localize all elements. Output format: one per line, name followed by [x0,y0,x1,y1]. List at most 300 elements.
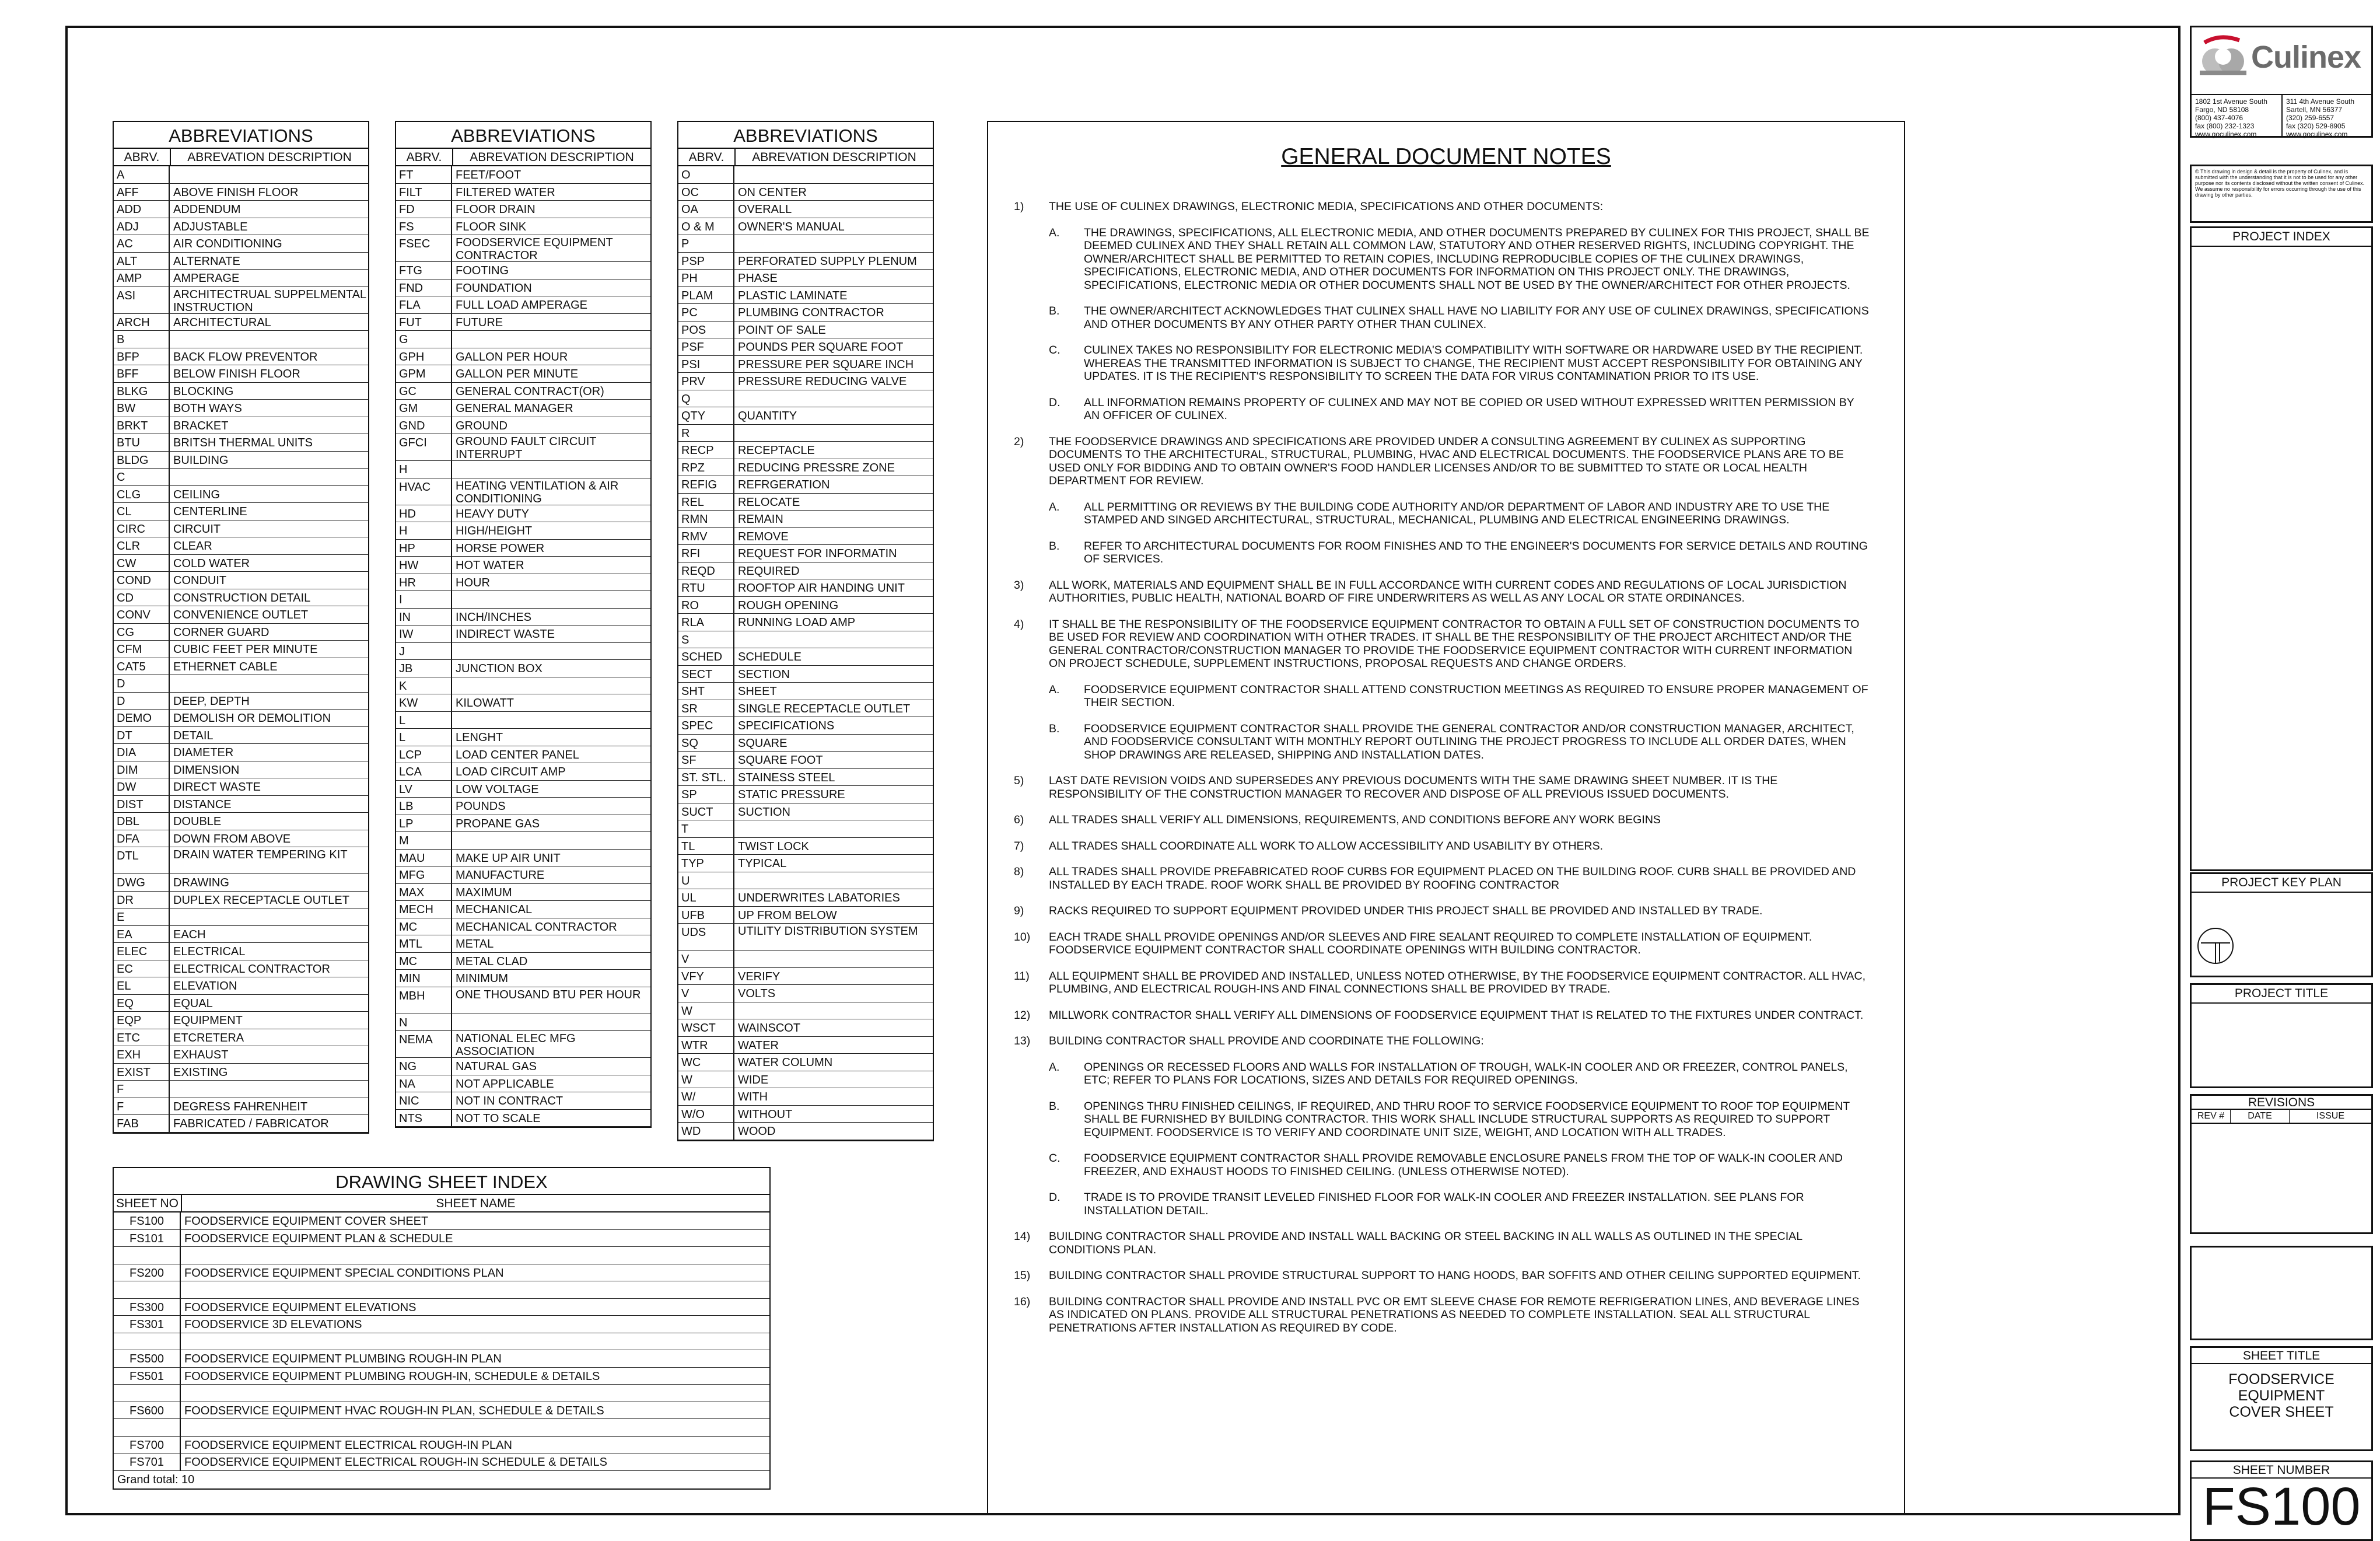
abbreviation-code: PSF [678,338,734,355]
abbreviation-code: F [114,1081,170,1098]
abbreviation-description [734,631,933,648]
disclaimer-box [2190,165,2373,223]
note-number: 2) [1014,435,1024,448]
abbreviation-description: BLOCKING [173,385,234,398]
abbreviation-description [170,908,368,925]
abbreviation-code: GND [396,417,452,434]
abbreviation-code: FUT [396,314,452,331]
abbreviation-description: PRESSURE REDUCING VALVE [738,375,907,388]
abbreviation-code: W/ [678,1088,734,1105]
abbreviation-row [396,798,650,815]
abbreviation-code: J [396,643,452,660]
abbreviation-code: BFP [114,348,170,365]
abbreviation-row [396,400,650,417]
abbreviation-code: CLR [114,537,170,554]
sheet-title-label: SHEET TITLE [2192,1348,2371,1364]
sheet-name-cell: FOODSERVICE 3D ELEVATIONS [184,1318,362,1331]
logo-box [2190,26,2373,138]
abbreviation-code: SECT [678,666,734,683]
abbreviation-description [452,591,650,608]
abbreviation-code: UFB [678,907,734,924]
sheet-name-cell: FOODSERVICE EQUIPMENT PLAN & SCHEDULE [184,1232,453,1245]
abbreviation-description: FUTURE [456,316,503,329]
abbreviation-row [114,1098,368,1116]
abbreviation-row [678,545,933,562]
abbreviation-description: ELECTRICAL [173,945,246,958]
abbreviation-description [452,677,650,694]
abbreviation-description: ONE THOUSAND BTU PER HOUR [456,988,641,1001]
abbreviation-row [678,683,933,700]
abbreviation-description: MINIMUM [456,972,508,985]
note-subitem-text: OPENINGS OR RECESSED FLOORS AND WALLS FOR INSTALLATION OF TROUGH, WALK-IN COOLER AND OR FREEZER, CONTROL PANELS, ETC; REFER TO PLANS FOR LOCATIONS, SIZES AND DETAILS FOR REQUIRED OPENINGS. [1084,1060,1848,1086]
abbreviation-description: INDIRECT WASTE [456,628,555,641]
note-text: IT SHALL BE THE RESPONSIBILITY OF THE FOODSERVICE EQUIPMENT CONTRACTOR TO OBTAIN A FULL SET OF CONSTRUCTION DOCUMENTS TO BE USED FOR REVIEW AND COORDINATION WITH OTHER TRADES. IT SHALL BE THE RESPONSIBILITY OF THE PROJECT ARCHITECT AND/OR THE GENERAL CONTRACTOR/CONSTRUCTION MANAGER TO PROVIDE THE FOODSERVICE EQUIPMENT CONTRACTOR WITH CURRENT INFORMATION ON PROJECT SCHEDULE, SUPPLEMENT INSTRUCTIONS, PROPOSAL REQUESTS AND CHANGE ORDERS. [1049,617,1860,670]
abbreviation-row [396,866,650,884]
sheet-number-cell [114,1419,181,1436]
abbreviation-row [678,494,933,511]
abbreviation-description: WIDE [738,1073,769,1086]
note-subitem-text: FOODSERVICE EQUIPMENT CONTRACTOR SHALL PROVIDE THE GENERAL CONTRACTOR AND/OR CONSTRUCTION MANAGER, ARCHITECT, AND FOODSERVICE CONSULTANT WITH MONTHLY REPORT OUTLINING THE PROJECT PROGRESS TO INCLUDE ALL ORDER DATES, WHEN SHOP DRAWINGS ARE RELEASED, SHIPPING AND INSTALLATION DATES. [1084,722,1854,761]
abbreviation-description: SCHEDULE [738,651,802,663]
abbreviation-code: COND [114,572,170,589]
note-item [1014,970,1871,996]
sheet-number-cell: FS300 [114,1299,181,1316]
abbreviation-row [396,348,650,366]
abbreviation-row [114,710,368,727]
abbreviation-description: BUILDING [173,453,229,467]
abbreviation-row [396,1058,650,1075]
sheet-name-cell [181,1281,769,1298]
abbreviation-row [114,830,368,848]
abbreviation-description: DUPLEX RECEPTACLE OUTLET [173,893,349,907]
abbreviation-description: ELECTRICAL CONTRACTOR [173,962,330,976]
sheet-index-row [114,1453,769,1471]
abbreviation-code: M [396,832,452,849]
abbreviation-row [396,609,650,626]
abbreviation-description: SHEET [738,685,777,698]
abbreviation-row [114,658,368,676]
abbreviation-description: VERIFY [738,970,780,983]
note-text: EACH TRADE SHALL PROVIDE OPENINGS AND/OR SLEEVES AND FIRE SEALANT REQUIRED TO COMPLETE INSTALLATION OF EQUIPMENT. FOODSERVICE EQUIPMENT CONTRACTOR SHALL COORDINATE OPENINGS WITH BUILDING CONTRACTOR. [1049,930,1812,956]
abbreviation-code: LCA [396,763,452,780]
abbreviation-description: METAL [456,938,494,951]
abbreviation-description: CEILING [173,488,220,501]
abbreviation-row [396,505,650,523]
notes-body [1014,200,1871,1347]
abbreviation-code: SHT [678,683,734,700]
abbreviation-row [678,752,933,769]
abbreviation-description: DOUBLE [173,815,222,828]
abbreviation-section-row [114,1081,368,1098]
abbreviation-row [396,1092,650,1110]
abbreviations-table-3 [677,121,934,1141]
abbreviation-row [678,968,933,986]
note-subitem-letter: C. [1049,344,1060,357]
sheet-number: FS100 [2202,1477,2361,1536]
note-subitem-letter: A. [1049,226,1060,239]
abbreviation-description [734,1002,933,1019]
abbreviation-rows [114,166,368,1133]
abbreviation-code: ASI [114,287,170,313]
abbreviation-description: NOT TO SCALE [456,1112,541,1125]
abbreviation-row [396,901,650,918]
abbreviation-description: GENERAL CONTRACT(OR) [456,385,604,398]
abbreviation-code: MC [396,918,452,935]
abbreviation-code: ELEC [114,943,170,960]
note-item [1014,618,1871,670]
abbreviation-row [114,365,368,383]
abbreviation-code: WC [678,1054,734,1071]
abbreviation-description: REMAIN [738,513,783,526]
abbreviation-code: H [396,522,452,539]
abbreviation-description: UP FROM BELOW [738,908,837,922]
abbreviation-code: UDS [678,924,734,950]
abbreviation-row [396,884,650,901]
abbreviation-code: MAX [396,884,452,901]
abbreviation-description: MECHANICAL CONTRACTOR [456,920,617,934]
abbreviation-code: DFA [114,830,170,847]
sheet-number-cell [114,1281,181,1298]
abbreviation-row [114,235,368,253]
abbreviation-description [734,872,933,889]
abbreviation-description: HORSE POWER [456,541,545,555]
abbreviation-description: QUANTITY [738,410,797,422]
abbreviation-description: REMOVE [738,530,789,543]
note-text: BUILDING CONTRACTOR SHALL PROVIDE STRUCTURAL SUPPORT TO HANG HOODS, BAR SOFFITS AND OTHER CEILING SUPPORTED EQUIPMENT. [1049,1269,1861,1282]
note-number: 7) [1014,839,1024,852]
abbreviation-description [452,832,650,849]
sheet-index-total: Grand total: 10 [117,1473,195,1486]
abbreviation-code: D [114,693,170,710]
abbreviation-description: GROUND [456,419,508,432]
abbreviation-code: ADJ [114,218,170,235]
note-subitem-letter: A. [1049,683,1060,696]
note-text: ALL TRADES SHALL VERIFY ALL DIMENSIONS, REQUIREMENTS, AND CONDITIONS BEFORE ANY WORK BEGINS [1049,813,1661,826]
abbreviation-description: DRAIN WATER TEMPERING KIT [173,848,348,861]
abbreviation-code: B [114,331,170,348]
abbreviation-description: CENTERLINE [173,505,247,518]
abbreviation-code: MIN [396,970,452,987]
note-text: LAST DATE REVISION VOIDS AND SUPERSEDES ANY PREVIOUS DOCUMENTS WITH THE SAME DRAWING SHEET NUMBER. IT IS THE RESPONSIBILITY OF THE CONSTRUCTION MANAGER TO RECOVER AND DISPOSE OF ALL PREVIOUS ISSUED DOCUMENTS. [1049,774,1778,801]
sheet-no-column-header: SHEET NO [114,1195,182,1211]
abbreviation-row [678,855,933,872]
abbreviation-code: UL [678,889,734,906]
abbreviation-row [114,400,368,417]
abbreviation-code: NG [396,1058,452,1075]
sheet-number-cell [114,1333,181,1350]
sheet-number-cell: FS501 [114,1368,181,1385]
abbreviation-row [114,606,368,624]
note-subitem-text: CULINEX TAKES NO RESPONSIBILITY FOR ELECTRONIC MEDIA'S COMPATIBILITY WITH SOFTWARE OR HARDWARE USED BY THE RECIPIENT. WHEREAS THE TRANSMITTED INFORMATION IS SUBJECT TO CHANGE, THE RECIPIENT MUST ACCEPT RESPONSIBILITY FOR OBTAINING ANY UPDATES. IT IS THE RECIPIENT'S RESPONSIBILITY TO SCREEN THE DATA FOR VIRUS CONTAMINATION PRIOR TO ITS USE. [1084,344,1863,383]
abbreviation-code: WSCT [678,1019,734,1036]
abbreviation-description [170,469,368,485]
note-number: 10) [1014,930,1031,944]
note-number: 1) [1014,200,1024,213]
note-subitem [1014,226,1871,292]
abbreviation-description: FULL LOAD AMPERAGE [456,299,587,312]
abbreviation-description: CORNER GUARD [173,626,270,639]
sheet-index-header [114,1195,769,1212]
abbreviation-code: BFF [114,365,170,382]
abbreviation-row [396,729,650,746]
abbreviation-code: L [396,729,452,746]
abbreviation-code: CL [114,503,170,520]
abbreviations-title: ABBREVIATIONS [114,122,368,149]
abbreviation-row [114,926,368,944]
sheet-index-row [114,1281,769,1299]
abbreviation-row [396,383,650,400]
abbreviation-code: VFY [678,968,734,985]
abbreviation-code: FND [396,279,452,296]
abbreviation-code: CIRC [114,520,170,537]
abbreviation-code: R [678,425,734,442]
abbreviation-code: SQ [678,735,734,752]
abbreviation-description: EQUAL [173,997,213,1010]
abbreviation-row [396,262,650,279]
abbreviation-row [114,960,368,978]
abbreviation-description: ELEVATION [173,980,237,993]
abbreviation-code: WTR [678,1037,734,1054]
abbreviation-code: NIC [396,1092,452,1109]
abbreviation-code: AFF [114,184,170,201]
logo-text: Culinex [2251,40,2361,75]
note-number: 13) [1014,1035,1031,1047]
note-subitem [1014,1100,1871,1140]
abbreviation-section-row [678,631,933,649]
abbreviation-code: N [396,1014,452,1031]
abbreviation-description [734,951,933,967]
abbreviation-code: EC [114,960,170,977]
abbreviation-description: ADDENDUM [173,203,241,216]
abbreviation-code: P [678,235,734,252]
abbreviation-row [396,365,650,383]
abbreviation-code: DT [114,727,170,744]
note-item [1014,840,1871,853]
sheet-number-cell: FS500 [114,1350,181,1367]
abbreviation-description: RECEPTACLE [738,444,815,457]
abbreviation-code: GFCI [396,434,452,460]
note-subitem-text: REFER TO ARCHITECTURAL DOCUMENTS FOR ROOM FINISHES AND TO THE ENGINEER'S DOCUMENTS FOR SERVICE DETAILS AND ROUTING OF SERVICES. [1084,539,1868,565]
abbreviation-row [114,977,368,995]
note-number: 15) [1014,1269,1031,1282]
note-number: 11) [1014,969,1030,983]
abbr-column-header: ABRV. [114,149,171,165]
abbreviation-row [396,540,650,557]
abbreviation-code: RLA [678,614,734,631]
abbreviation-row [114,892,368,909]
rev-issue-column: ISSUE [2316,1111,2344,1121]
abbreviation-code: FS [396,218,452,235]
abbreviation-row [678,648,933,666]
sheet-name-cell: FOODSERVICE EQUIPMENT PLUMBING ROUGH-IN, SCHEDULE & DETAILS [184,1369,600,1383]
abbreviation-code: PC [678,304,734,321]
abbreviation-description: PHASE [738,272,778,285]
abbreviation-code: GC [396,383,452,400]
abbreviation-description: SQUARE FOOT [738,754,823,767]
abbreviation-row [678,338,933,356]
abbreviation-row [396,201,650,218]
abbreviation-row [114,874,368,892]
abbreviation-row [114,218,368,236]
abbreviation-row [114,761,368,779]
abbreviation-code: SCHED [678,648,734,665]
abbreviation-row [396,918,650,936]
abbreviation-row [114,314,368,331]
abbreviation-code: ETC [114,1029,170,1046]
abbreviation-row [678,717,933,735]
abbreviation-code: SPEC [678,717,734,734]
abbreviation-description: ADJUSTABLE [173,220,248,233]
abbreviation-description: DEMOLISH OR DEMOLITION [173,712,331,725]
note-subitem-text: THE OWNER/ARCHITECT ACKNOWLEDGES THAT CULINEX SHALL HAVE NO LIABILITY FOR ANY USE OF CULINEX DRAWINGS, SPECIFICATIONS AND OTHER DOCUMENTS BY ANY OTHER PARTY OTHER THAN CULINEX. [1084,305,1869,331]
abbreviation-row [114,778,368,796]
abbreviation-section-row [678,425,933,442]
abbreviation-code: REL [678,494,734,511]
abbreviations-table-2 [395,121,652,1128]
abbreviation-section-row [114,675,368,693]
abbreviation-code: S [678,631,734,648]
abbreviation-description: UNDERWRITES LABATORIES [738,892,900,904]
sheet-number-label: SHEET NUMBER [2192,1462,2371,1479]
abbreviation-row [678,476,933,494]
abbreviation-row [678,407,933,425]
note-number: 4) [1014,617,1024,631]
abbreviation-code: CAT5 [114,658,170,675]
note-item [1014,1269,1871,1283]
sheet-name-cell [181,1385,769,1402]
abbreviation-description: PLUMBING CONTRACTOR [738,306,884,319]
abbreviation-row [678,614,933,631]
abbreviation-row [396,1031,650,1058]
abbreviation-section-row [114,331,368,348]
abbreviation-description: WITH [738,1091,768,1103]
abbreviation-description: DIRECT WASTE [173,781,261,794]
abbreviation-code: LCP [396,746,452,763]
abbreviation-code: AMP [114,270,170,286]
abbreviation-code: L [396,712,452,729]
note-number: 3) [1014,578,1024,592]
abbreviation-description: FOODSERVICE EQUIPMENT CONTRACTOR [456,236,613,262]
abbreviation-description: HOT WATER [456,559,524,572]
note-number: 14) [1014,1230,1031,1243]
note-subitem-letter: B. [1049,305,1060,317]
abbreviation-description: HIGH/HEIGHT [456,525,533,537]
abbreviation-code: CONV [114,606,170,623]
abbreviation-description: PRESSURE PER SQUARE INCH [738,358,914,371]
abbreviation-code: DIM [114,761,170,778]
abbreviation-description: GALLON PER MINUTE [456,368,579,380]
note-item [1014,1035,1871,1048]
abbreviation-section-row [396,461,650,478]
abbreviation-description: GROUND FAULT CIRCUIT INTERRUPT [456,435,597,461]
abbreviation-code: NA [396,1075,452,1092]
abbreviation-description: COLD WATER [173,557,250,570]
abbreviation-row [114,624,368,641]
abbreviation-row [396,557,650,574]
note-item [1014,579,1871,605]
abbreviation-code: H [396,461,452,478]
revisions-label: REVISIONS [2192,1096,2371,1110]
abbreviation-row [114,348,368,366]
abbreviation-description: METAL CLAD [456,955,528,968]
abbreviation-code: LP [396,815,452,832]
abbreviation-row [678,511,933,528]
note-subitem [1014,722,1871,762]
abbreviation-row [396,660,650,677]
abbreviation-code: EQP [114,1012,170,1029]
abbreviation-code: POS [678,322,734,338]
abbreviation-row [678,253,933,270]
abbreviation-description: FOUNDATION [456,281,532,295]
abbreviation-code: NEMA [396,1031,452,1057]
culinex-logo-icon [2194,32,2252,85]
abbreviation-code: AC [114,235,170,252]
north-arrow-icon [2195,925,2236,966]
abbr-column-header: ABRV. [678,149,736,165]
abbreviation-description: DOWN FROM ABOVE [173,832,291,845]
abbreviation-code: ST. STL. [678,769,734,786]
abbreviation-code: MECH [396,901,452,918]
abbreviation-row [678,304,933,322]
abbreviation-row [114,1064,368,1081]
sheet-index-row [114,1402,769,1420]
abbreviation-code: G [396,331,452,348]
abbreviation-row [678,218,933,236]
abbreviation-row [678,562,933,580]
abbreviation-description: FILTERED WATER [456,186,555,199]
abbreviation-section-row [396,591,650,609]
abbreviation-code: DIST [114,796,170,813]
abbreviation-row [396,1075,650,1093]
abbreviation-code: OA [678,201,734,218]
abbreviations-header [396,149,650,166]
abbreviation-description: PROPANE GAS [456,817,540,830]
abbreviation-code: V [678,985,734,1002]
abbreviation-description: DEEP, DEPTH [173,694,250,708]
note-subitem-letter: D. [1049,396,1060,409]
note-item [1014,435,1871,488]
abbreviation-description: RUNNING LOAD AMP [738,616,856,629]
abbreviation-section-row [678,1002,933,1020]
abbreviation-row [114,1012,368,1029]
note-text: BUILDING CONTRACTOR SHALL PROVIDE AND INSTALL PVC OR EMT SLEEVE CHASE FOR REMOTE REFRIGERATION LINES, AND BEVERAGE LINES AS INDICATED ON PLANS. PROVIDE ALL STRUCTURAL PENETRATIONS AS NEEDED TO COMPLETE INSTALLATION. SEAL ALL STRUCTURAL PENETRATIONS AFTER INSTALLATION AS REQUIRED BY CODE. [1049,1295,1860,1334]
abbreviation-code: HR [396,574,452,591]
sheet-number-cell: FS200 [114,1264,181,1281]
abbreviation-code: BTU [114,434,170,451]
project-key-plan-box [2190,872,2373,977]
abbreviation-description: POUNDS PER SQUARE FOOT [738,341,904,354]
abbreviation-description: OVERALL [738,203,792,216]
sheet-name-cell [181,1247,769,1264]
abbreviation-section-row [678,235,933,253]
note-subitem-letter: B. [1049,722,1060,735]
abbreviation-code: GPM [396,365,452,382]
stamp-box [2190,1246,2373,1340]
note-subitem-letter: D. [1049,1191,1060,1204]
abbreviation-row [396,235,650,262]
abbreviation-row [114,847,368,874]
abbreviation-row [114,1115,368,1133]
abbreviation-description: DIAMETER [173,746,234,759]
abbreviation-row [114,486,368,504]
abbreviation-row [678,924,933,951]
abbreviation-description: POUNDS [456,800,506,813]
abbreviation-code: T [678,820,734,837]
abbreviation-row [396,970,650,987]
note-text: ALL TRADES SHALL PROVIDE PREFABRICATED ROOF CURBS FOR EQUIPMENT PLACED ON THE BUILDING ROOF. CURB SHALL BE PROVIDED AND INSTALLED BY EACH TRADE. ROOF WORK SHALL BE PROVIDED BY ROOFING CONTRACTOR [1049,865,1856,892]
abbreviation-row [396,1110,650,1127]
abbreviation-code: PRV [678,373,734,390]
